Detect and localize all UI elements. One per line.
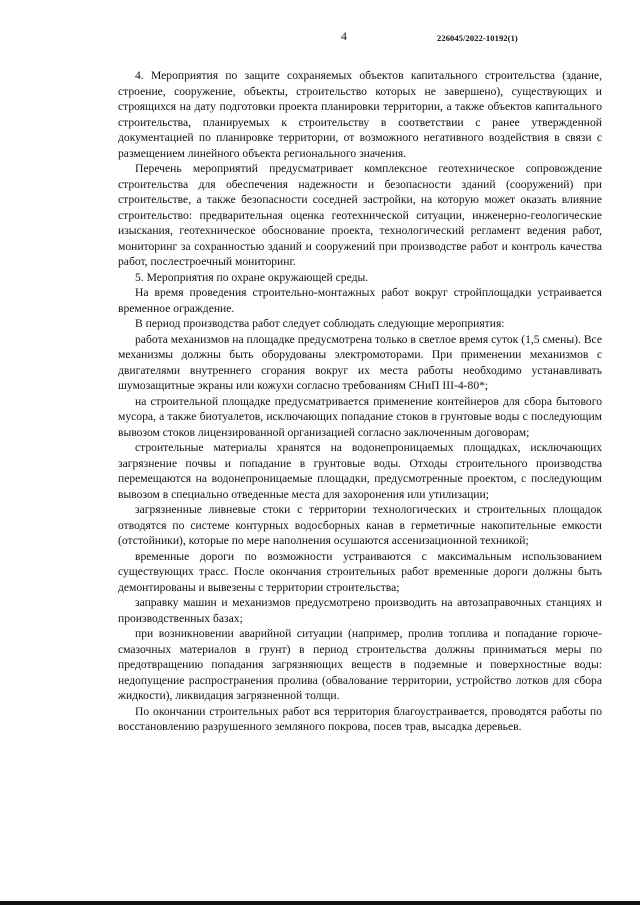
paragraph-materials: строительные материалы хранятся на водонепроницаемых площадках, исключающих загрязнение почвы и попадание в грунтовые воды. Отходы строительного производства перемещаются на водонепроницаемые площадки, предусмотренные проектом, с последующим вывозом в специально отведенные места для захоронения или утилизации; xyxy=(118,441,602,501)
paragraph-roads: временные дороги по возможности устраиваются с максимальным использованием существующих трасс. После окончания строительных работ временные дороги должны быть демонтированы и вывезены с территории строительства; xyxy=(118,549,602,594)
paragraph-containers: на строительной площадке предусматривается применение контейнеров для сбора бытового мусора, а также биотуалетов, исключающих попадание стоков в грунтовые воды с последующим вывозом стоков лицензированной организацией согласно заключенным договорам; xyxy=(118,394,602,439)
paragraph-env-heading: 5. Мероприятия по охране окружающей среды. xyxy=(135,270,369,284)
paragraph-stormwater: загрязненные ливневые стоки с территории технологических и строительных площадок отводятся по системе контурных водосборных канав в герметичные накопительные емкости (отстойники), которые по мере наполнения осушаются ассенизационной техникой; xyxy=(118,503,602,547)
page-number: 4 xyxy=(341,29,347,43)
paragraph-protection-measures: 4. Мероприятия по защите сохраняемых объектов капитального строительства (здание, строение, сооружение, объекты, строительство которых не завершено), существующих и строящихся на дату подготовки проекта планировки территории, а также объектов капитального строительства, планируемых к строительству в соответствии с ранее утвержденной документацией по планировке территории, от возможного негативного воздействия в связи с размещением линейного объекта регионального значения. xyxy=(118,69,602,160)
document-body xyxy=(118,68,602,735)
paragraph-emergency: при возникновении аварийной ситуации (например, пролив топлива и попадание горюче-смазочных материалов в грунт) в период строительства должны приниматься меры по предотвращению попадания загрязняющих веществ в подземные и поверхностные воды: недопущение распространения пролива (обвалование территории, устройство лотков для сбора жидкости), ликвидация загрязненной толщи. xyxy=(118,627,602,702)
paragraph-fence: На время проведения строительно-монтажных работ вокруг стройплощадки устраивается временное ограждение. xyxy=(118,286,602,315)
paragraph-machinery: работа механизмов на площадке предусмотрена только в светлое время суток (1,5 смены). Все механизмы должны быть оборудованы электромоторами. При применении механизмов с двигателями внутреннего сгорания вокруг их места работы необходимо устанавливать шумозащитные экраны или кожухи согласно требованиям СНиП III-4-80*; xyxy=(118,332,602,392)
document-id: 226045/2022-10192(1) xyxy=(437,33,518,43)
scan-edge-border xyxy=(0,901,640,905)
paragraph-landscaping: По окончании строительных работ вся территория благоустраивается, проводятся работы по восстановлению разрушенного земляного покрова, посев трав, высадка деревьев. xyxy=(118,704,602,733)
paragraph-fueling: заправку машин и механизмов предусмотрено производить на автозаправочных станциях и производственных базах; xyxy=(118,596,602,625)
paragraph-intro: В период производства работ следует соблюдать следующие мероприятия: xyxy=(135,317,505,330)
paragraph-geotech-list: Перечень мероприятий предусматривает комплексное геотехническое сопровождение строительства для обеспечения надежности и безопасности зданий (сооружений) при строительстве, а также безопасности соседней застройки, на которую может оказать влияние строительство: предварительная оценка геотехнической ситуации, инженерно-геологические изыскания, геотехническое обоснование проекта, технологический регламент ведения работ, мониторинг за сохранностью зданий и сооружений при производстве работ и контроль качества работ, послестроечный мониторинг. xyxy=(118,162,602,268)
